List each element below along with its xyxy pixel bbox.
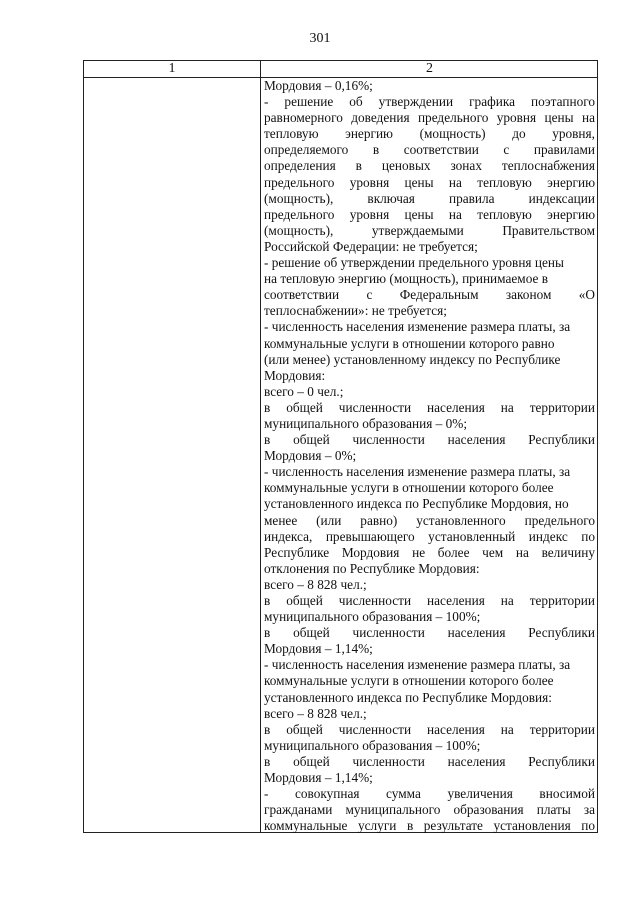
- text-line: - решение об утверждении графика поэтапного: [264, 94, 595, 110]
- text-line: Республике Мордовия не более чем на величину: [264, 544, 595, 560]
- text-line: установленного индекса по Республике Мордовия, но: [264, 496, 569, 512]
- text-line: предельного уровня цены на тепловую энергию: [264, 174, 595, 190]
- text-line: (мощность), включая правила индексации: [264, 190, 595, 206]
- text-line: коммунальные услуги в отношении которого более: [264, 480, 554, 496]
- text-line: (мощность), утверждаемыми Правительством: [264, 222, 595, 238]
- text-line: теплоснабжении»: не требуется;: [264, 303, 447, 319]
- text-line: (или менее) установленному индексу по Республике: [264, 351, 561, 367]
- text-line: отклонения по Республике Мордовия:: [264, 560, 480, 576]
- text-line: определяемого в соответствии с правилами: [264, 142, 595, 158]
- text-line: соответствии с Федеральным законом «О: [264, 287, 595, 303]
- text-line: коммунальные услуги в результате установления по: [264, 818, 595, 834]
- table-header-row: [84, 61, 597, 78]
- text-line: гражданами муниципального образования платы за: [264, 802, 595, 818]
- text-line: предельного уровня цены на тепловую энергию: [264, 206, 595, 222]
- text-line: муниципального образования – 100%;: [264, 737, 481, 753]
- column-divider: [260, 61, 261, 832]
- text-line: определения в ценовых зонах теплоснабжения: [264, 158, 595, 174]
- text-line: в общей численности населения Республики: [264, 432, 595, 448]
- column-2-content: [264, 78, 595, 834]
- text-line: в общей численности населения Республики: [264, 625, 595, 641]
- text-line: Мордовия – 1,14%;: [264, 641, 373, 657]
- text-line: муниципального образования – 0%;: [264, 415, 468, 431]
- text-line: в общей численности населения на территории: [264, 721, 595, 737]
- text-line: всего – 0 чел.;: [264, 383, 344, 399]
- text-line: на тепловую энергию (мощность), принимаемое в: [264, 271, 549, 287]
- text-line: всего – 8 828 чел.;: [264, 576, 367, 592]
- text-line: всего – 8 828 чел.;: [264, 705, 367, 721]
- text-line: Мордовия – 0,16%;: [264, 78, 373, 93]
- document-table: [83, 60, 598, 833]
- text-line: - численность населения изменение размера платы, за: [264, 464, 571, 480]
- text-line: коммунальные услуги в отношении которого более: [264, 673, 554, 689]
- text-line: Мордовия – 1,14%;: [264, 770, 373, 786]
- text-line: - численность населения изменение размера платы, за: [264, 657, 571, 673]
- text-line: установленного индекса по Республике Мордовия:: [264, 689, 552, 705]
- text-line: коммунальные услуги в отношении которого равно: [264, 335, 555, 351]
- text-line: Российской Федерации: не требуется;: [264, 238, 478, 254]
- text-line: равномерного доведения предельного уровня цены на: [264, 110, 595, 126]
- text-line: менее (или равно) установленного предельного: [264, 512, 595, 528]
- text-line: тепловую энергию (мощность) до уровня,: [264, 126, 595, 142]
- column-1-header: 1: [168, 61, 176, 76]
- text-line: - решение об утверждении предельного уровня цены: [264, 255, 564, 271]
- text-line: в общей численности населения на территории: [264, 593, 595, 608]
- text-line: Мордовия – 0%;: [264, 448, 357, 464]
- page-number: 301: [309, 31, 331, 46]
- text-line: - совокупная сумма увеличения вносимой: [264, 786, 595, 802]
- text-line: в общей численности населения на территории: [264, 399, 595, 415]
- text-line: в общей численности населения Республики: [264, 753, 595, 769]
- text-line: индекса, превышающего установленный индекс по: [264, 528, 595, 544]
- column-2-header: 2: [426, 61, 433, 76]
- text-line: Мордовия:: [264, 367, 326, 383]
- text-line: - численность населения изменение размера платы, за: [264, 319, 571, 335]
- text-line: муниципального образования – 100%;: [264, 609, 481, 625]
